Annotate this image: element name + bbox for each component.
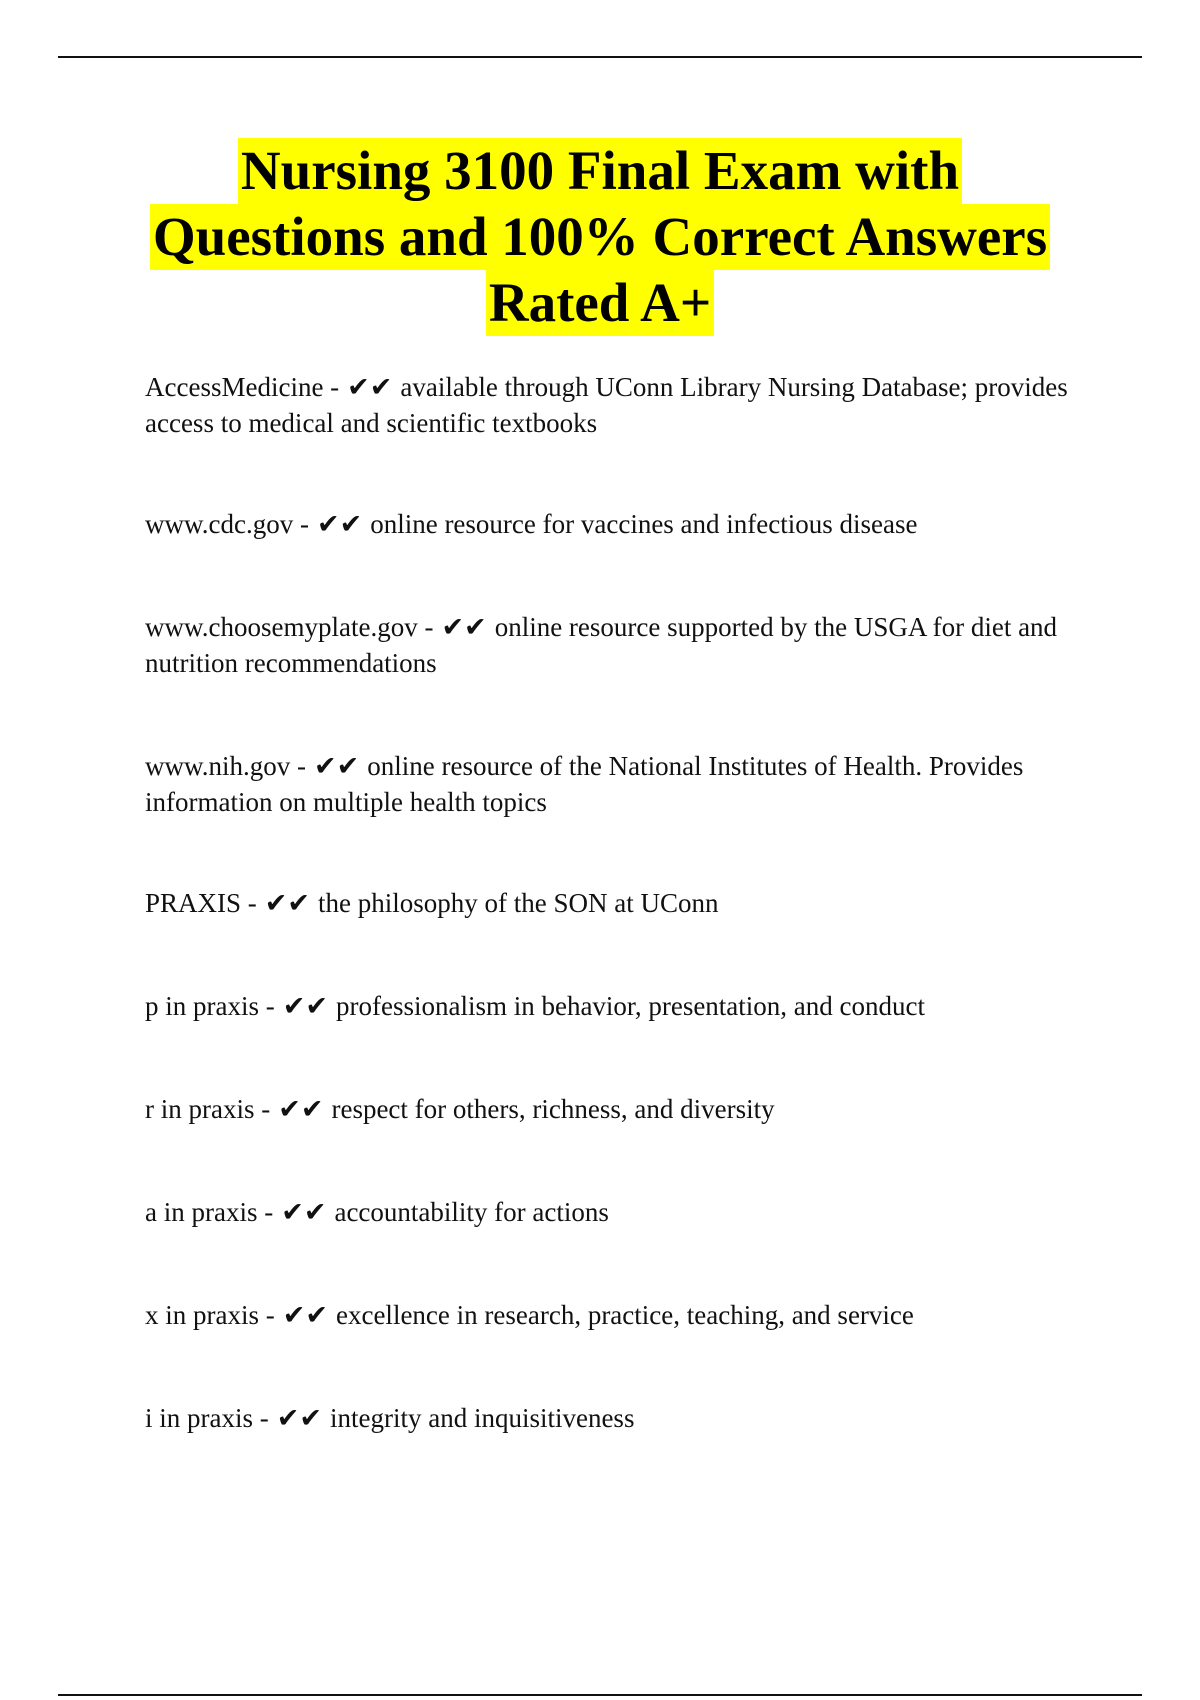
entry-term: r in praxis - xyxy=(145,1094,271,1124)
entry-definition: respect for others, richness, and diversity xyxy=(331,1094,775,1124)
entry-term: www.choosemyplate.gov - xyxy=(145,612,434,642)
entry-definition: online resource supported by the USGA for diet and nutrition recommendations xyxy=(145,612,1058,678)
double-check-icon: ✔✔ xyxy=(281,1197,327,1227)
qa-entry xyxy=(145,988,1085,1024)
entry-definition: online resource of the National Institutes of Health. Provides information on multiple health topics xyxy=(145,751,1024,817)
qa-entry xyxy=(145,1297,1085,1333)
qa-entry xyxy=(145,885,1085,921)
qa-entry xyxy=(145,748,1085,820)
entry-term: AccessMedicine - xyxy=(145,372,340,402)
entry-definition: the philosophy of the SON at UConn xyxy=(318,888,719,918)
entry-definition: online resource for vaccines and infectious disease xyxy=(370,509,918,539)
entry-definition: integrity and inquisitiveness xyxy=(329,1403,635,1433)
entry-term: PRAXIS - xyxy=(145,888,257,918)
entry-term: www.cdc.gov - xyxy=(145,509,309,539)
top-rule xyxy=(58,56,1142,58)
qa-entry xyxy=(145,369,1085,441)
double-check-icon: ✔✔ xyxy=(282,991,328,1021)
qa-entry xyxy=(145,1091,1085,1127)
title-line-3: Rated A+ xyxy=(486,270,714,336)
entry-term: x in praxis - xyxy=(145,1300,275,1330)
entry-term: i in praxis - xyxy=(145,1403,269,1433)
entry-definition: accountability for actions xyxy=(334,1197,609,1227)
double-check-icon: ✔✔ xyxy=(282,1300,328,1330)
bottom-rule xyxy=(58,1694,1142,1696)
entry-term: a in praxis - xyxy=(145,1197,274,1227)
qa-entry xyxy=(145,609,1085,681)
entry-term: p in praxis - xyxy=(145,991,275,1021)
title-line-2: Questions and 100% Correct Answers xyxy=(150,204,1050,270)
qa-entry xyxy=(145,506,1085,542)
double-check-icon: ✔✔ xyxy=(316,509,363,539)
entry-definition: available through UConn Library Nursing Database; provides access to medical and scientific textbooks xyxy=(145,372,1068,438)
double-check-icon: ✔✔ xyxy=(347,372,393,402)
double-check-icon: ✔✔ xyxy=(441,612,487,642)
title-line-1: Nursing 3100 Final Exam with xyxy=(238,138,962,204)
double-check-icon: ✔✔ xyxy=(276,1403,322,1433)
entry-term: www.nih.gov - xyxy=(145,751,306,781)
double-check-icon: ✔✔ xyxy=(314,751,360,781)
double-check-icon: ✔✔ xyxy=(278,1094,324,1124)
document-title xyxy=(0,138,1200,336)
entry-definition: excellence in research, practice, teaching, and service xyxy=(335,1300,914,1330)
qa-entry xyxy=(145,1400,1085,1436)
double-check-icon: ✔✔ xyxy=(264,888,311,918)
qa-entry xyxy=(145,1194,1085,1230)
entry-definition: professionalism in behavior, presentation, and conduct xyxy=(335,991,926,1021)
